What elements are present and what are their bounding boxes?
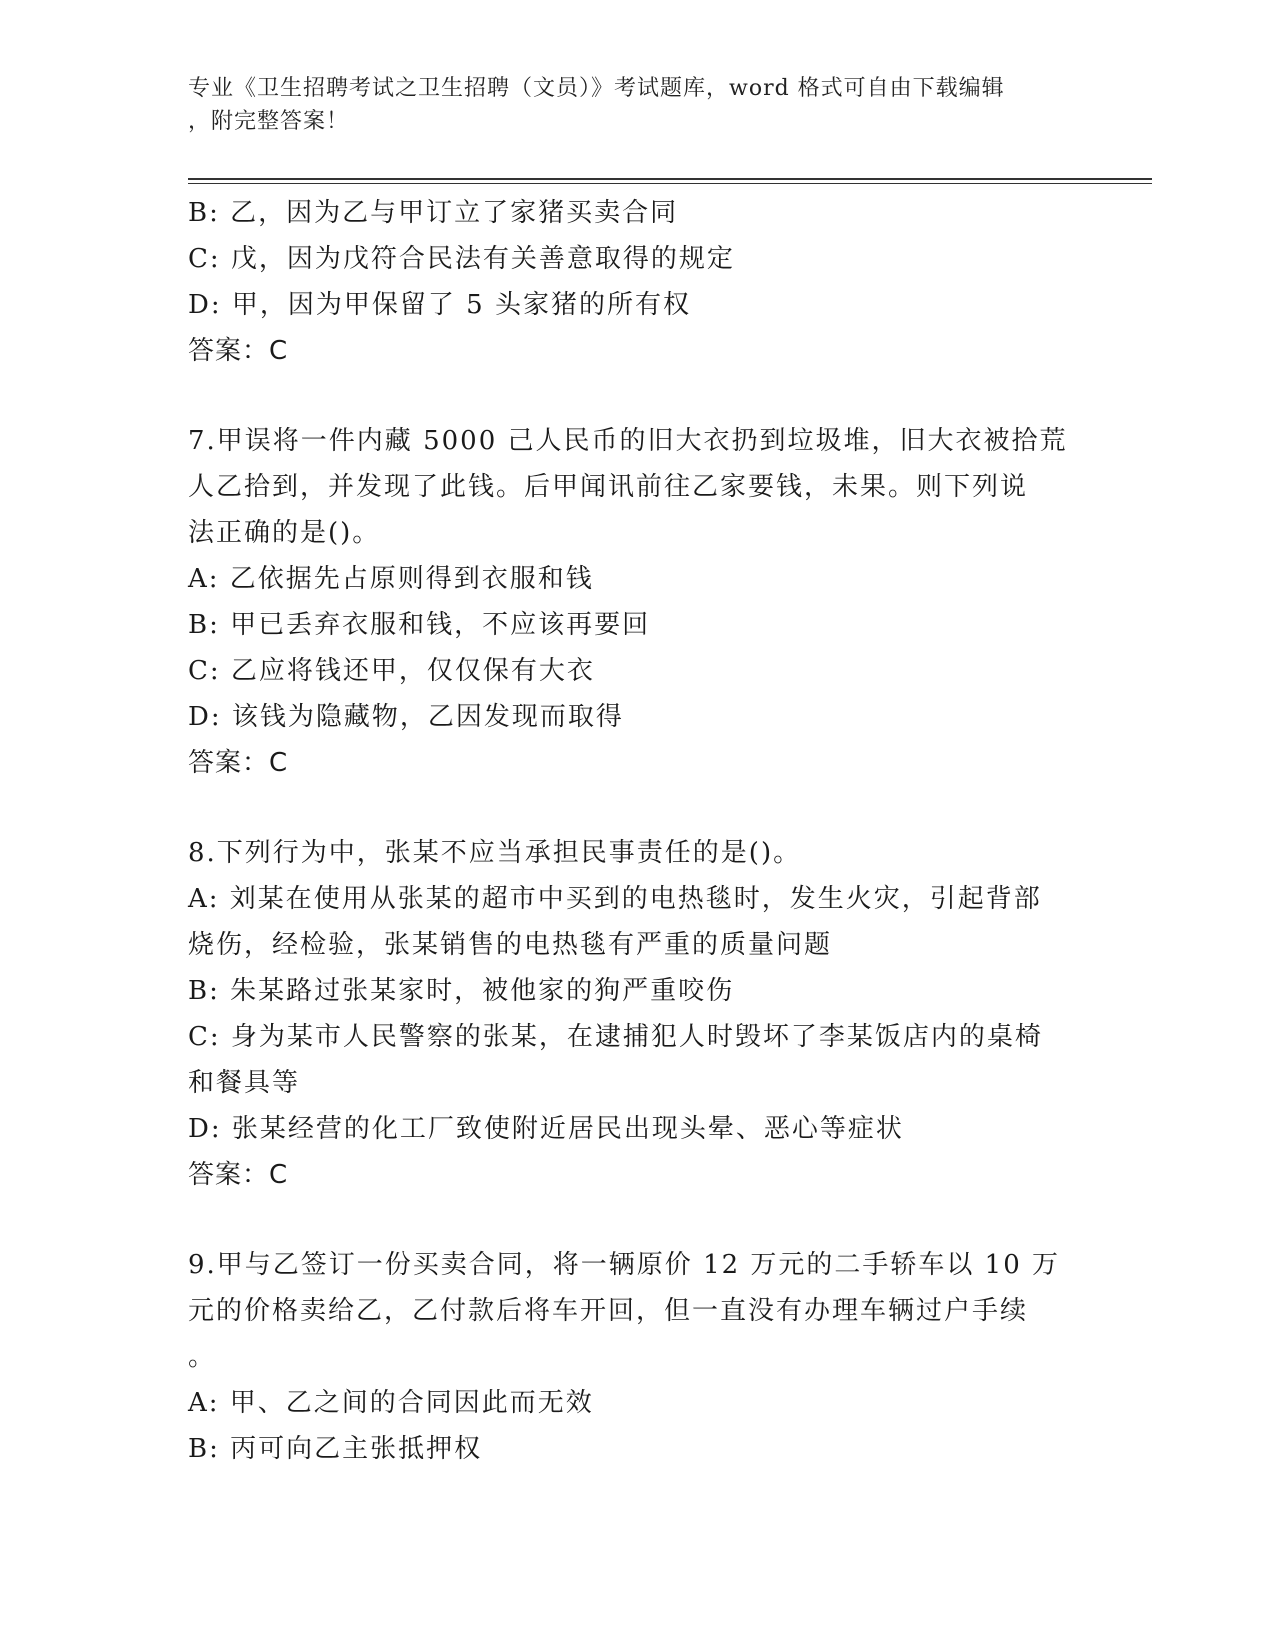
question-stem-line: 7.甲误将一件内藏 5000 己人民币的旧大衣扔到垃圾堆，旧大衣被拾荒 [188, 426, 1068, 456]
header-divider-thin [188, 183, 1152, 184]
question-stem-line: 9.甲与乙签订一份买卖合同，将一辆原价 12 万元的二手轿车以 10 万 [188, 1250, 1061, 1280]
option-c-continued: 和餐具等 [188, 1068, 301, 1098]
question-8 [188, 830, 1088, 1198]
option-a: A: 乙依据先占原则得到衣服和钱 [188, 564, 594, 594]
option-b: B: 丙可向乙主张抵押权 [188, 1434, 483, 1464]
option-d: D: 该钱为隐藏物，乙因发现而取得 [188, 702, 624, 732]
option-a: A: 刘某在使用从张某的超市中买到的电热毯时，发生火灾，引起背部 [188, 884, 1042, 914]
option-b: B: 甲已丢弃衣服和钱，不应该再要回 [188, 610, 651, 640]
answer-line: 答案：C [188, 336, 289, 366]
answer-line: 答案：C [188, 1160, 289, 1190]
header-line-2: ，附完整答案！ [188, 109, 350, 134]
option-c: C: 身为某市人民警察的张某，在逮捕犯人时毁坏了李某饭店内的桌椅 [188, 1022, 1043, 1052]
question-6-continuation [188, 190, 1088, 374]
option-d: D: 甲，因为甲保留了 5 头家猪的所有权 [188, 290, 691, 320]
header-line-1: 专业《卫生招聘考试之卫生招聘（文员）》考试题库，word 格式可自由下载编辑 [188, 76, 1005, 101]
option-c: C: 乙应将钱还甲，仅仅保有大衣 [188, 656, 595, 686]
option-b: B: 朱某路过张某家时，被他家的狗严重咬伤 [188, 976, 735, 1006]
document-header [188, 72, 1078, 138]
question-gap [188, 786, 1088, 830]
question-stem-line: 元的价格卖给乙，乙付款后将车开回，但一直没有办理车辆过户手续 [188, 1296, 1029, 1326]
header-divider-thick [188, 178, 1152, 180]
option-d: D: 张某经营的化工厂致使附近居民出现头晕、恶心等症状 [188, 1114, 904, 1144]
question-stem-line: 人乙拾到，并发现了此钱。后甲闻讯前往乙家要钱，未果。则下列说 [188, 472, 1029, 502]
option-b: B: 乙，因为乙与甲订立了家猪买卖合同 [188, 198, 679, 228]
question-stem-line: 8.下列行为中，张某不应当承担民事责任的是()。 [188, 838, 802, 868]
document-body [188, 190, 1088, 1472]
option-a-continued: 烧伤，经检验，张某销售的电热毯有严重的质量问题 [188, 930, 833, 960]
question-gap [188, 1198, 1088, 1242]
question-9 [188, 1242, 1088, 1472]
question-stem-line: 。 [188, 1342, 217, 1372]
option-a: A: 甲、乙之间的合同因此而无效 [188, 1388, 594, 1418]
option-c: C: 戊，因为戊符合民法有关善意取得的规定 [188, 244, 735, 274]
answer-line: 答案：C [188, 748, 289, 778]
question-stem-line: 法正确的是()。 [188, 518, 381, 548]
question-7 [188, 418, 1088, 786]
question-gap [188, 374, 1088, 418]
